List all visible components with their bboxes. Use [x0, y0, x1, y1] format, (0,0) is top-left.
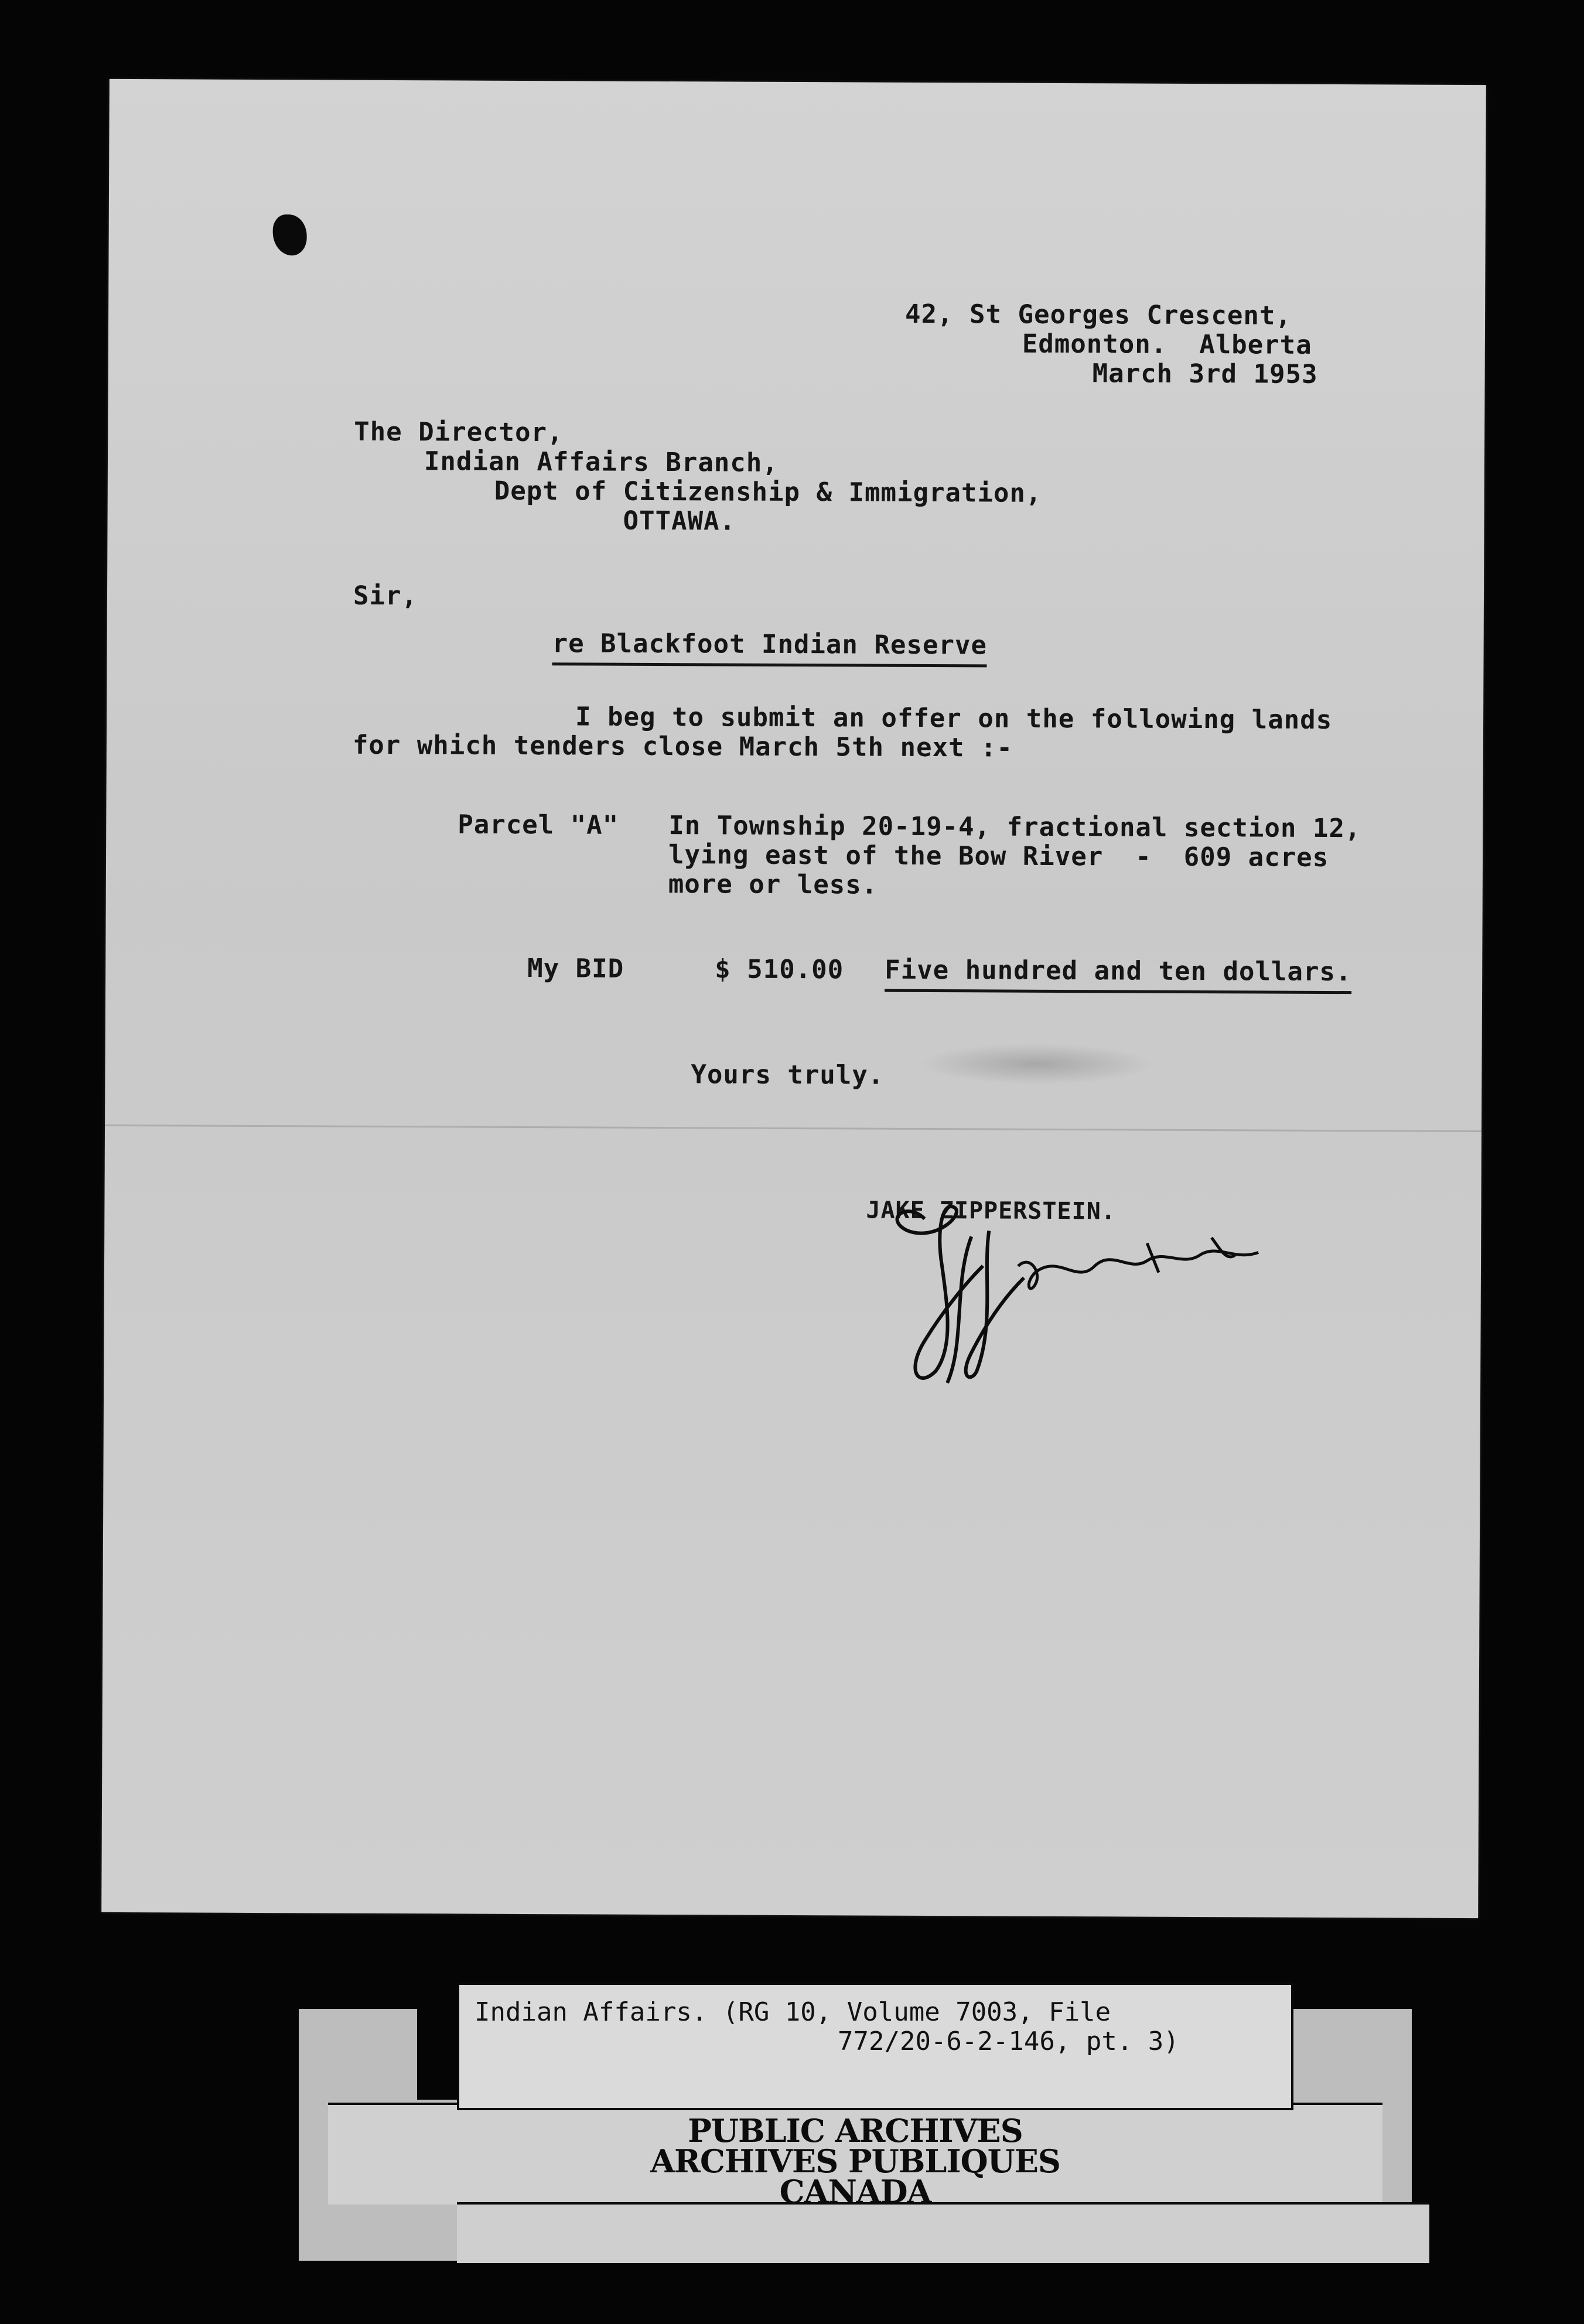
salutation: Sir, [353, 580, 418, 611]
recipient-line3: Dept of Citizenship & Immigration, [494, 476, 1042, 508]
archive-reference-line2: 772/20-6-2-146, pt. 3) [838, 2026, 1179, 2056]
sender-address-line1: 42, St Georges Crescent, [904, 299, 1292, 331]
archive-stamp-line3: CANADA [779, 2173, 931, 2210]
recipient-line4: OTTAWA. [623, 505, 736, 536]
bid-label: My BID [527, 953, 624, 984]
bid-amount-words: Five hundred and ten dollars. [885, 955, 1351, 994]
sender-address-line2: Edmonton. Alberta [1022, 329, 1312, 360]
letter-page [101, 79, 1486, 1918]
page-fold-line [105, 1125, 1481, 1132]
archive-reference-line1: Indian Affairs. (RG 10, Volume 7003, File [474, 1997, 1111, 2027]
archive-stamp-line2: ARCHIVES PUBLIQUES [650, 2142, 1060, 2180]
closing: Yours truly. [691, 1060, 885, 1091]
typed-name: JAKE ZIPPERSTEIN. [866, 1197, 1116, 1225]
body-line2: for which tenders close March 5th next :- [352, 730, 1013, 763]
handwritten-signature [883, 1195, 1305, 1396]
archive-label-notch [417, 1983, 458, 2100]
smudge-mark [919, 1043, 1153, 1085]
subject-line: re Blackfoot Indian Reserve [552, 628, 987, 667]
parcel-line3: more or less. [668, 869, 878, 900]
body-line1: I beg to submit an offer on the following lands [575, 702, 1333, 736]
parcel-label: Parcel "A" [458, 809, 619, 840]
parcel-line1: In Township 20-19-4, fractional section 12, [668, 811, 1361, 844]
archive-label-bottom-strip [457, 2202, 1429, 2263]
letter-date: March 3rd 1953 [1092, 358, 1318, 389]
bid-amount: $ 510.00 [715, 954, 844, 985]
ink-blot [273, 214, 307, 255]
recipient-line2: Indian Affairs Branch, [424, 446, 779, 478]
archive-stamp-line1: PUBLIC ARCHIVES [688, 2112, 1023, 2149]
parcel-line2: lying east of the Bow River - 609 acres [668, 840, 1329, 873]
recipient-line1: The Director, [354, 416, 564, 448]
